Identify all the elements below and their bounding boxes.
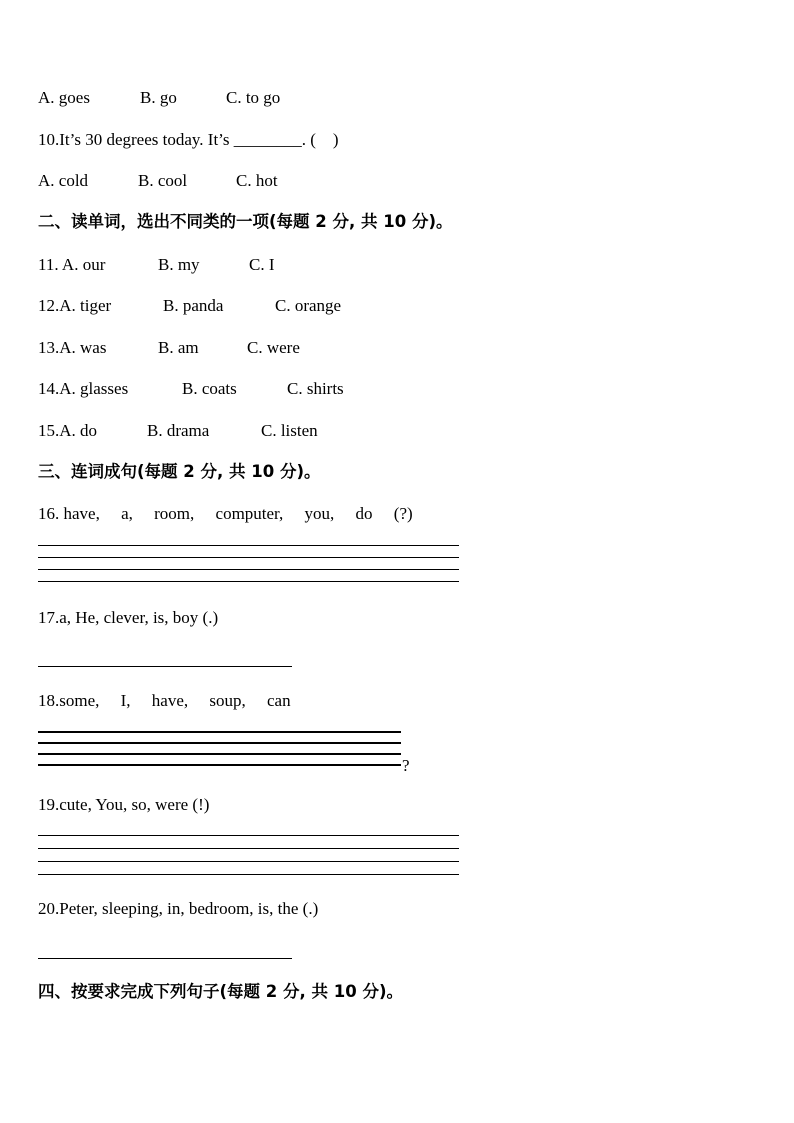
q10-option-c: C. hot (236, 171, 278, 190)
q12-option-a: 12.A. tiger (38, 296, 112, 315)
q15-option-b: B. drama (147, 421, 210, 440)
q11-option-b: B. my (158, 255, 200, 274)
q10-option-a: A. cold (38, 171, 89, 190)
q14-option-b: B. coats (182, 379, 237, 398)
q14-option-a: 14.A. glasses (38, 379, 129, 398)
q20-answer-line[interactable] (38, 958, 292, 959)
q20-prompt: 20.Peter, sleeping, in, bedroom, is, the (.) (38, 899, 319, 918)
q18-answer-line-2[interactable] (38, 742, 401, 744)
section3-title: 三、连词成句(每题 2 分, 共 10 分)。 (38, 462, 321, 481)
q13-option-c: C. were (247, 338, 300, 357)
q17-prompt: 17.a, He, clever, is, boy (.) (38, 608, 219, 627)
q17-answer-line[interactable] (38, 666, 292, 667)
q19-answer-line-1[interactable] (38, 835, 459, 836)
q12-option-b: B. panda (163, 296, 224, 315)
q10-option-b: B. cool (138, 171, 188, 190)
q12-option-c: C. orange (275, 296, 342, 315)
q16-answer-line-3[interactable] (38, 569, 459, 570)
q19-answer-line-3[interactable] (38, 861, 459, 862)
q19-answer-line-4[interactable] (38, 874, 459, 875)
q9-option-c: C. to go (226, 88, 281, 107)
section2-title: 二、读单词，选出不同类的一项(每题 2 分, 共 10 分)。 (38, 212, 453, 231)
q16-prompt: 16. have, a, room, computer, you, do (?) (38, 504, 413, 523)
q18-answer-line-1[interactable] (38, 731, 401, 733)
q16-answer-line-4[interactable] (38, 581, 459, 582)
q15-option-a: 15.A. do (38, 421, 98, 440)
q9-option-a: A. goes (38, 88, 90, 107)
q16-answer-line-2[interactable] (38, 557, 459, 558)
q19-answer-line-2[interactable] (38, 848, 459, 849)
q15-option-c: C. listen (261, 421, 318, 440)
section4-title: 四、按要求完成下列句子(每题 2 分, 共 10 分)。 (38, 982, 404, 1001)
q9-option-b: B. go (140, 88, 177, 107)
q18-question-mark: ? (402, 756, 410, 775)
q11-option-c: C. I (249, 255, 275, 274)
q11-option-a: 11. A. our (38, 255, 106, 274)
q18-answer-line-3[interactable] (38, 753, 401, 755)
q18-prompt: 18.some, I, have, soup, can (38, 691, 291, 710)
q16-answer-line-1[interactable] (38, 545, 459, 546)
q10-text: 10.It’s 30 degrees today. It’s ________. ( ) (38, 130, 339, 149)
q18-answer-line-4[interactable] (38, 764, 401, 766)
q13-option-b: B. am (158, 338, 199, 357)
q19-prompt: 19.cute, You, so, were (!) (38, 795, 210, 814)
q13-option-a: 13.A. was (38, 338, 107, 357)
q14-option-c: C. shirts (287, 379, 344, 398)
